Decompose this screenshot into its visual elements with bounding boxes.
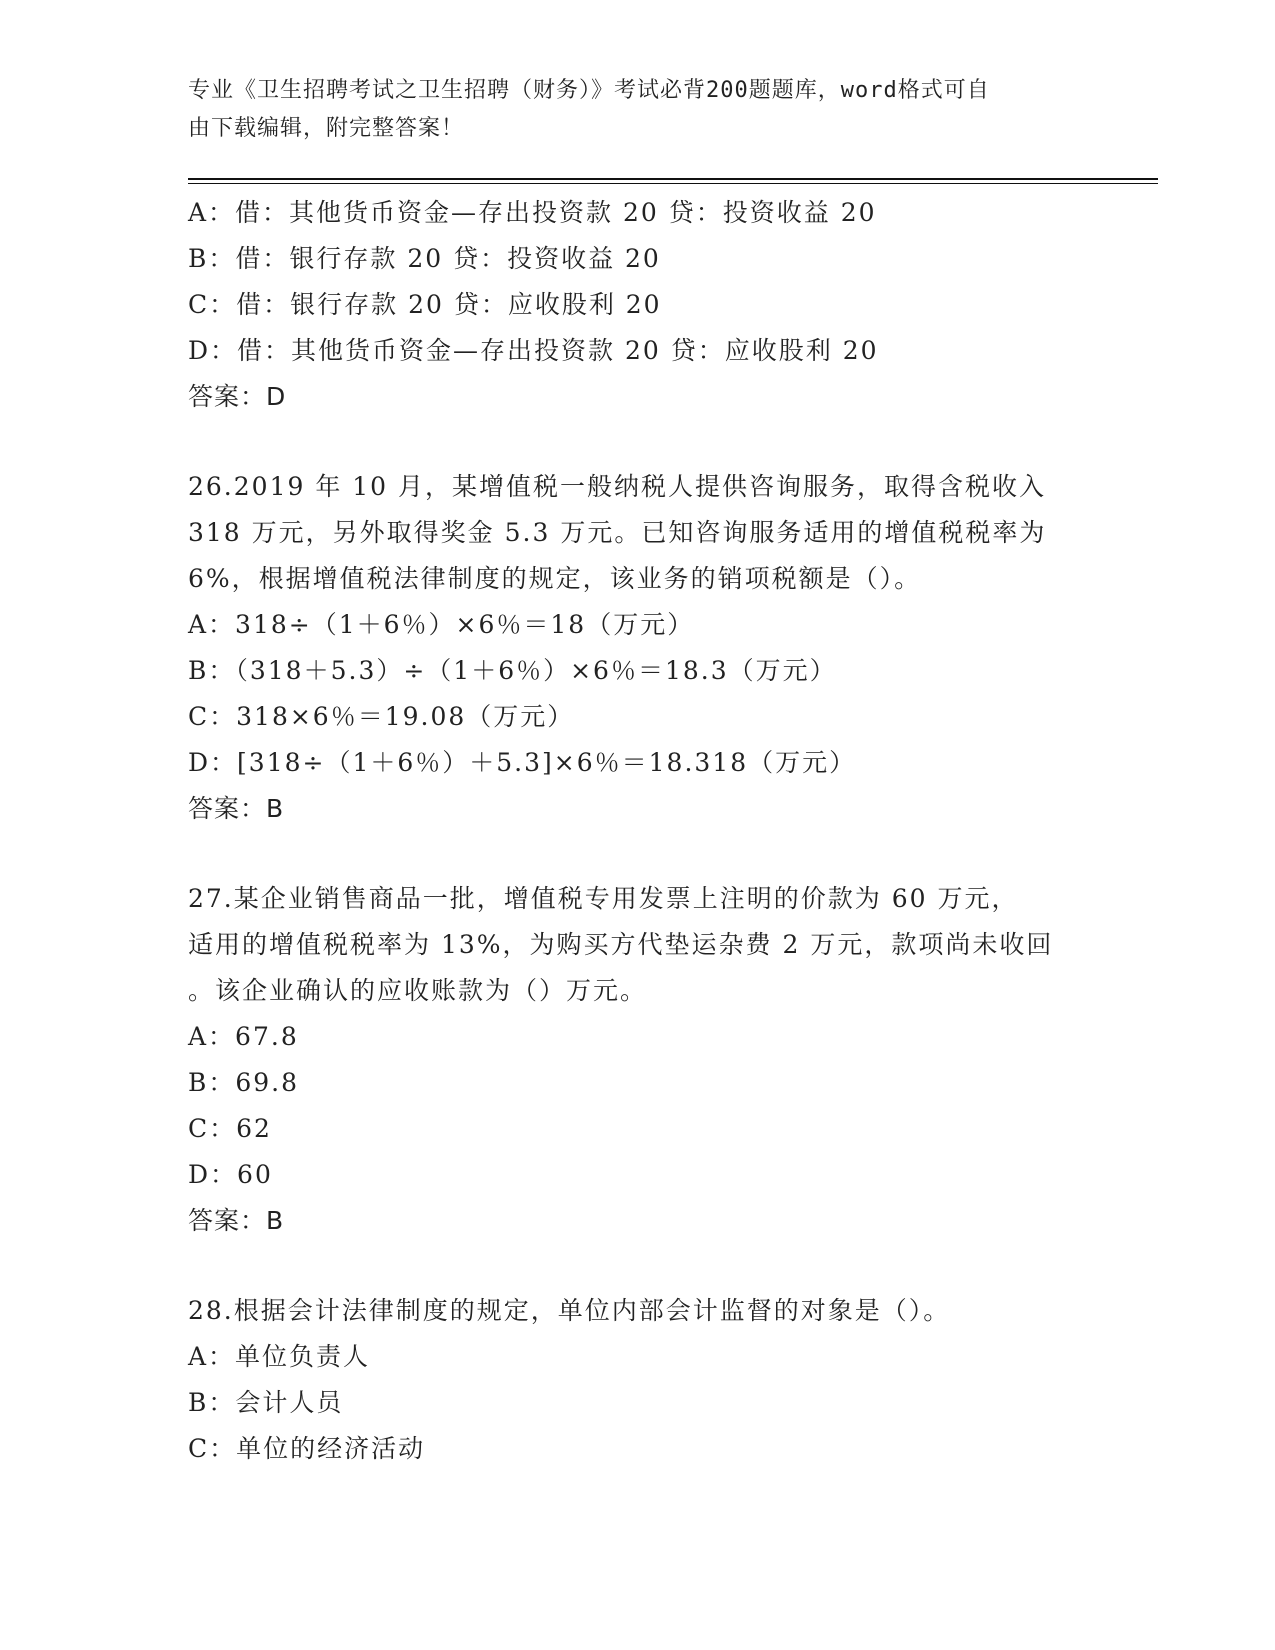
question-text-line: 。该企业确认的应收账款为（）万元。	[188, 976, 648, 1005]
header-divider-thick	[188, 178, 1158, 180]
question-text-line: 28.根据会计法律制度的规定，单位内部会计监督的对象是（）。	[188, 1296, 951, 1325]
question-26	[188, 464, 1088, 832]
header-divider-thin	[188, 183, 1158, 184]
question-text-line: 适用的增值税税率为 13%，为购买方代垫运杂费 2 万元，款项尚未收回	[188, 930, 1054, 959]
option-d: D：借：其他货币资金—存出投资款 20 贷：应收股利 20	[188, 336, 879, 365]
question-text-line: 6%，根据增值税法律制度的规定，该业务的销项税额是（）。	[188, 564, 922, 593]
option-a: A：单位负责人	[188, 1342, 371, 1371]
option-c: C：62	[188, 1114, 272, 1143]
option-c: C：318×6％＝19.08（万元）	[188, 702, 575, 731]
question-text-line: 27.某企业销售商品一批，增值税专用发票上注明的价款为 60 万元，	[188, 884, 1019, 913]
question-27	[188, 876, 1088, 1244]
question-list	[188, 190, 1088, 1472]
spacer	[188, 1244, 1088, 1288]
option-c: C：单位的经济活动	[188, 1434, 426, 1463]
option-a: A：67.8	[188, 1022, 299, 1051]
header-line-1: 专业《卫生招聘考试之卫生招聘（财务）》考试必背200题题库，word格式可自	[188, 78, 990, 103]
option-d: D：[318÷（1＋6％）＋5.3]×6％＝18.318（万元）	[188, 748, 857, 777]
option-b: B：69.8	[188, 1068, 300, 1097]
question-text-line: 26.2019 年 10 月，某增值税一般纳税人提供咨询服务，取得含税收入	[188, 472, 1047, 501]
spacer	[188, 832, 1088, 876]
option-b: B：（318＋5.3）÷（1＋6％）×6％＝18.3（万元）	[188, 656, 837, 685]
document-header	[188, 72, 1078, 148]
option-a: A：借：其他货币资金—存出投资款 20 贷：投资收益 20	[188, 198, 877, 227]
answer-line: 答案：B	[188, 794, 285, 823]
answer-line: 答案：D	[188, 382, 287, 411]
question-28	[188, 1288, 1088, 1472]
question-text-line: 318 万元，另外取得奖金 5.3 万元。已知咨询服务适用的增值税税率为	[188, 518, 1047, 547]
spacer	[188, 420, 1088, 464]
option-c: C：借：银行存款 20 贷：应收股利 20	[188, 290, 662, 319]
option-b: B：借：银行存款 20 贷：投资收益 20	[188, 244, 661, 273]
option-a: A：318÷（1＋6％）×6％＝18（万元）	[188, 610, 695, 639]
option-b: B：会计人员	[188, 1388, 344, 1417]
question-25	[188, 190, 1088, 420]
option-d: D：60	[188, 1160, 273, 1189]
header-line-2: 由下载编辑，附完整答案！	[188, 116, 465, 141]
answer-line: 答案：B	[188, 1206, 285, 1235]
